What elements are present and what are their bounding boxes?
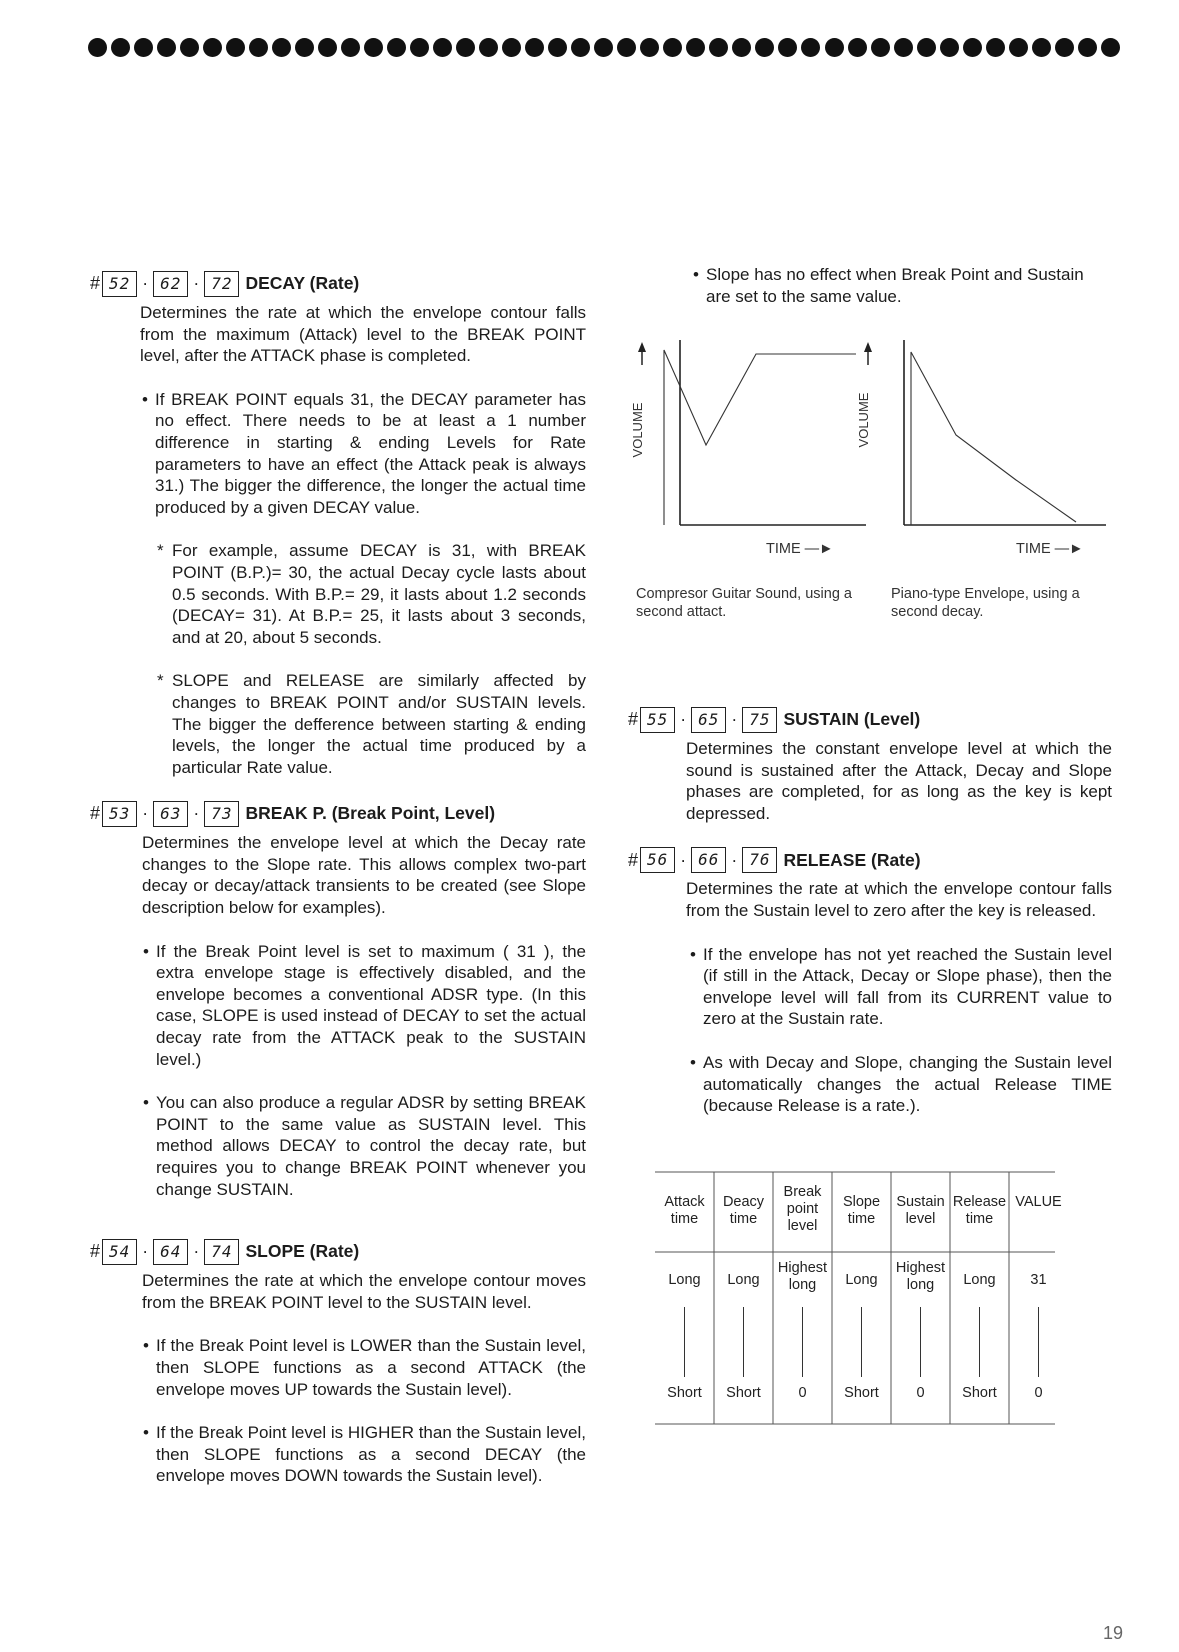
diagram-svg: [630, 340, 1116, 540]
border-dot: [709, 38, 728, 57]
breakp-heading: # 53 · 63 · 73 BREAK P. (Break Point, Level): [90, 800, 586, 828]
lcd-code: 55: [640, 707, 675, 733]
border-dot: [871, 38, 890, 57]
slope-heading: # 54 · 64 · 74 SLOPE (Rate): [90, 1238, 586, 1266]
border-dot: [548, 38, 567, 57]
border-dot: [1009, 38, 1028, 57]
table-header: VALUE: [1015, 1194, 1062, 1210]
border-dot: [479, 38, 498, 57]
table-header: Sustain level: [896, 1194, 945, 1227]
table-bottom-value: Short: [962, 1385, 997, 1401]
slope-note: • Slope has no effect when Break Point and Sustain are set to the same value.: [706, 265, 1084, 306]
table-bottom-value: Short: [844, 1385, 879, 1401]
decay-desc: Determines the rate at which the envelope contour falls from the maximum (Attack) level to the BREAK POINT level, after the ATTACK phase is completed.: [140, 303, 586, 366]
page-number: 19: [1102, 1623, 1123, 1643]
border-dot: [249, 38, 268, 57]
lcd-code: 76: [742, 847, 777, 873]
border-dot: [341, 38, 360, 57]
x-label-right: TIME —►: [1016, 541, 1084, 557]
border-dot: [88, 38, 107, 57]
border-dot: [663, 38, 682, 57]
envelope-diagrams: [630, 340, 1116, 630]
table-header: Release time: [952, 1194, 1007, 1227]
x-label-left: TIME —►: [766, 541, 834, 557]
decay-example: * For example, assume DECAY is 31, with BREAK POINT (B.P.)= 30, the actual Decay cycle lasts about 0.5 seconds. With B.P.= 29, it lasts about 1.2 seconds (DECAY= 31). At B.P.= 25, it lasts about 3 seconds, and at 20, about 5 seconds.: [172, 541, 586, 647]
border-dot: [1101, 38, 1120, 57]
border-dot: [755, 38, 774, 57]
border-dot: [686, 38, 705, 57]
right-column: [628, 706, 1112, 1117]
release-bullet: • If the envelope has not yet reached the Sustain level (if still in the Attack, Decay or Slope phase), then the envelope level will fall from its CURRENT value to zero at the Sustain rate.: [703, 944, 1112, 1029]
y-label: VOLUME: [630, 402, 645, 458]
release-desc: Determines the rate at which the envelope contour falls from the Sustain level to zero after the key is released.: [686, 879, 1112, 920]
lcd-code: 73: [204, 801, 239, 827]
breakp-bullet: • You can also produce a regular ADSR by setting BREAK POINT to the same value as SUSTAIN level. This method allows DECAY to control the decay rate, but requires you to change BREAK POINT whenever you change SUSTAIN.: [156, 1093, 586, 1199]
border-dot: [594, 38, 613, 57]
border-dot: [801, 38, 820, 57]
lcd-code: 52: [102, 271, 137, 297]
border-dot: [203, 38, 222, 57]
border-dot: [732, 38, 751, 57]
table-bottom-value: 0: [916, 1385, 925, 1401]
caption-right: Piano-type Envelope, using a second decay.: [891, 586, 1080, 620]
border-dot: [272, 38, 291, 57]
border-dot: [894, 38, 913, 57]
slope-bullet: • If the Break Point level is HIGHER than the Sustain level, then SLOPE functions as a second DECAY (the envelope moves DOWN towards the Sustain level).: [156, 1423, 586, 1486]
release-heading: # 56 · 66 · 76 RELEASE (Rate): [628, 846, 1112, 874]
left-column: [90, 270, 586, 1487]
table-top-value: Long: [727, 1272, 760, 1288]
table-bottom-value: Short: [667, 1385, 702, 1401]
lcd-code: 64: [153, 1239, 188, 1265]
slope-title: SLOPE (Rate): [245, 1241, 360, 1262]
caption-left: Compresor Guitar Sound, using a second attact.: [636, 586, 852, 620]
dot-border: [88, 38, 1120, 57]
border-dot: [1032, 38, 1051, 57]
border-dot: [963, 38, 982, 57]
arrow-head: [638, 342, 646, 352]
border-dot: [226, 38, 245, 57]
table-bottom-value: Short: [726, 1385, 761, 1401]
release-title: RELEASE (Rate): [783, 849, 921, 870]
breakp-title: BREAK P. (Break Point, Level): [245, 803, 496, 824]
table-top-value: 31: [1030, 1272, 1047, 1288]
lcd-code: 62: [153, 271, 188, 297]
envelope-curve-left: [664, 350, 856, 525]
border-dot: [456, 38, 475, 57]
border-dot: [825, 38, 844, 57]
border-dot: [640, 38, 659, 57]
border-dot: [410, 38, 429, 57]
breakp-bullet: • If the Break Point level is set to maximum ( 31 ), the extra envelope stage is effectively disabled, and the envelope becomes a conventional ADSR type. (In this case, SLOPE is used instead of DECAY to set the actual decay rate from the ATTACK peak to the SUSTAIN level.): [156, 941, 586, 1069]
border-dot: [986, 38, 1005, 57]
border-dot: [848, 38, 867, 57]
border-dot: [502, 38, 521, 57]
lcd-code: 65: [691, 707, 726, 733]
table-top-value: Highest long: [777, 1260, 828, 1293]
table-header: Slope time: [842, 1194, 881, 1227]
border-dot: [318, 38, 337, 57]
border-dot: [571, 38, 590, 57]
border-dot: [917, 38, 936, 57]
sustain-heading: # 55 · 65 · 75 SUSTAIN (Level): [628, 706, 1112, 734]
table-top-value: Highest long: [895, 1260, 946, 1293]
border-dot: [1078, 38, 1097, 57]
table-header: Attack time: [664, 1194, 705, 1227]
lcd-code: 54: [102, 1239, 137, 1265]
border-dot: [433, 38, 452, 57]
release-bullet: • As with Decay and Slope, changing the Sustain level automatically changes the actual Release TIME (because Release is a rate.).: [703, 1052, 1112, 1116]
border-dot: [1055, 38, 1074, 57]
slope-note-block: [706, 264, 1106, 307]
sustain-desc: Determines the constant envelope level at which the sound is sustained after the Attack, Decay and Slope phases are completed, for as long as the key is kept depressed.: [686, 739, 1112, 823]
border-dot: [134, 38, 153, 57]
lcd-code: 63: [153, 801, 188, 827]
table-header: Break point level: [783, 1184, 822, 1234]
border-dot: [111, 38, 130, 57]
decay-note: * SLOPE and RELEASE are similarly affected by changes to BREAK POINT and/or SUSTAIN levels. The bigger the defference between starting & ending levels, the longer the actual time produced by a particular Rate value.: [172, 671, 586, 777]
lcd-code: 56: [640, 847, 675, 873]
value-table: [655, 1172, 1105, 1432]
border-dot: [157, 38, 176, 57]
border-dot: [525, 38, 544, 57]
border-dot: [778, 38, 797, 57]
lcd-code: 75: [742, 707, 777, 733]
decay-title: DECAY (Rate): [245, 273, 360, 294]
table-top-value: Long: [845, 1272, 878, 1288]
border-dot: [295, 38, 314, 57]
arrow-head: [864, 342, 872, 352]
slope-bullet: • If the Break Point level is LOWER than the Sustain level, then SLOPE functions as a second ATTACK (the envelope moves UP towards the Sustain level).: [156, 1336, 586, 1399]
slope-desc: Determines the rate at which the envelope contour moves from the BREAK POINT level to the SUSTAIN level.: [142, 1271, 586, 1312]
lcd-code: 72: [204, 271, 239, 297]
border-dot: [940, 38, 959, 57]
border-dot: [180, 38, 199, 57]
table-top-value: Long: [963, 1272, 996, 1288]
lcd-code: 53: [102, 801, 137, 827]
table-top-value: Long: [668, 1272, 701, 1288]
border-dot: [387, 38, 406, 57]
table-header: Deacy time: [722, 1194, 765, 1227]
decay-heading: # 52 · 62 · 72 DECAY (Rate): [90, 270, 586, 298]
border-dot: [364, 38, 383, 57]
lcd-code: 66: [691, 847, 726, 873]
y-label: VOLUME: [856, 392, 871, 448]
decay-bullet: • If BREAK POINT equals 31, the DECAY parameter has no effect. There needs to be at least a 1 number difference in starting & ending Levels for Rate parameters to have an effect (the Attack peak is always 31.) The bigger the difference, the longer the actual time produced by a given DECAY value.: [155, 389, 586, 517]
lcd-code: 74: [204, 1239, 239, 1265]
table-bottom-value: 0: [1034, 1385, 1043, 1401]
breakp-desc: Determines the envelope level at which the Decay rate changes to the Slope rate. This allows complex two-part decay or decay/attack transients to be created (see Slope description below for examples).: [142, 833, 586, 918]
sustain-title: SUSTAIN (Level): [783, 709, 921, 730]
envelope-curve-right: [911, 352, 1076, 525]
border-dot: [617, 38, 636, 57]
table-bottom-value: 0: [798, 1385, 807, 1401]
